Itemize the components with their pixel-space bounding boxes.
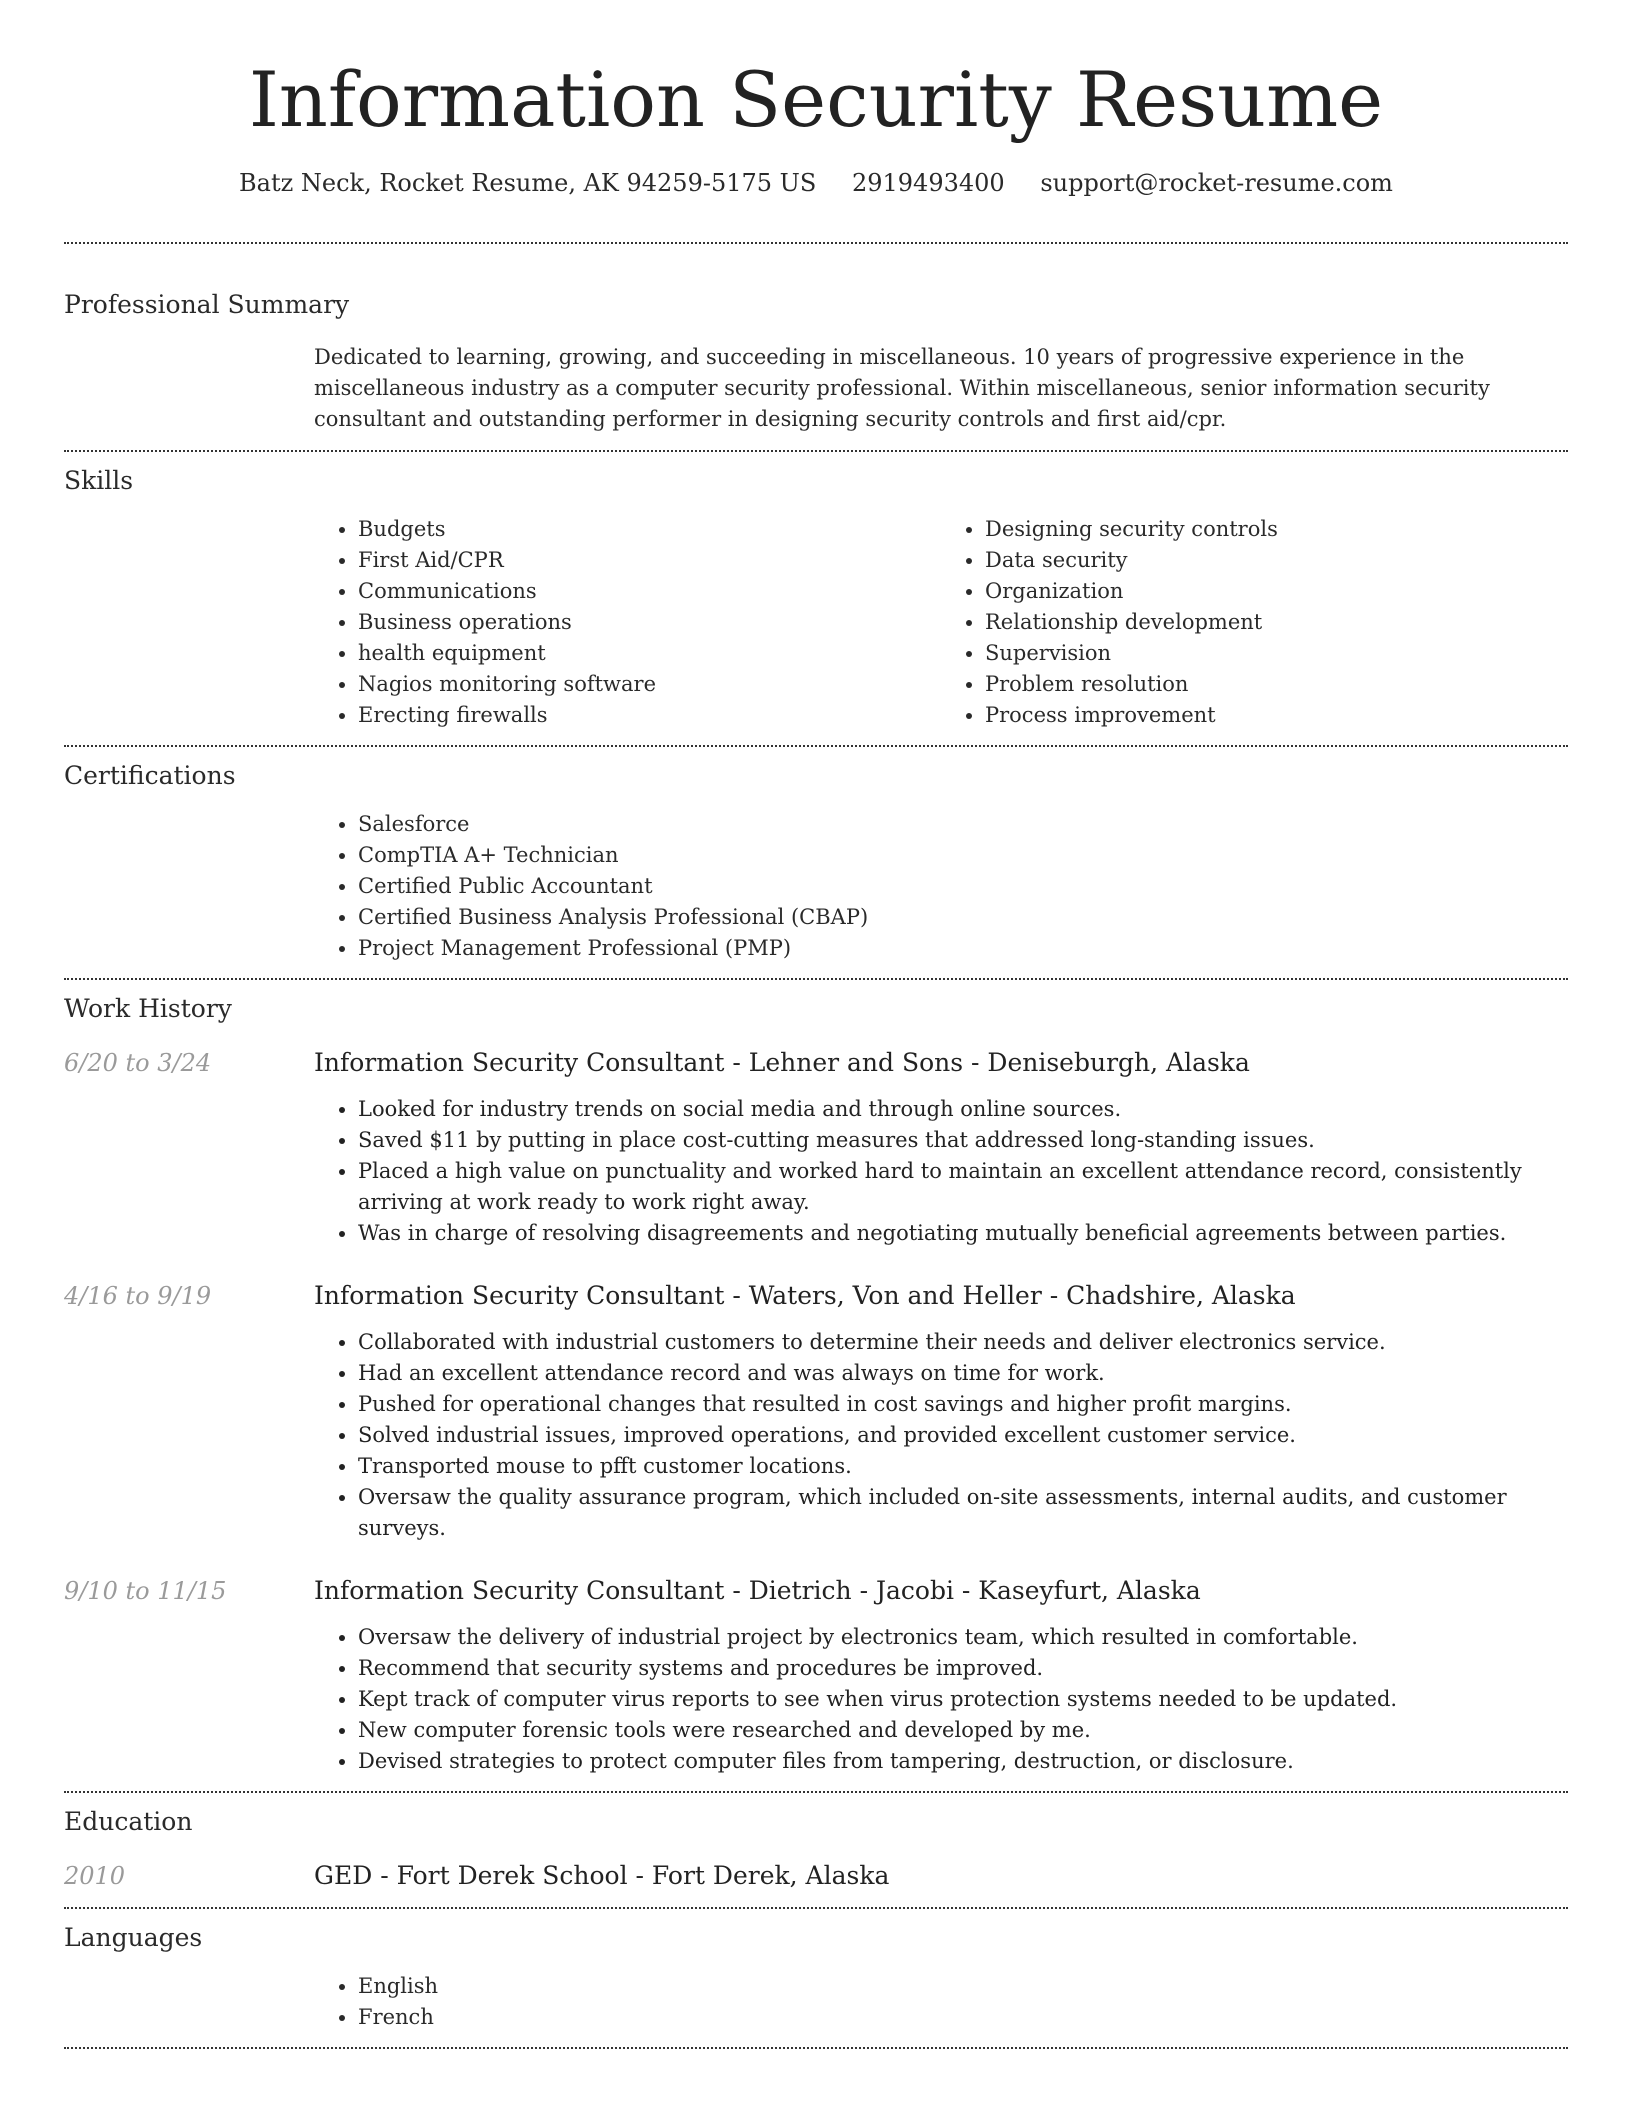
certifications-section <box>64 747 1568 978</box>
job-dates: 6/20 to 3/24 <box>64 1049 212 1077</box>
contact-line <box>64 166 1568 200</box>
list-item: • CompTIA A+ Technician <box>358 840 1568 871</box>
list-item: • Recommend that security systems and procedures be improved. <box>358 1653 1568 1684</box>
job-title: Information Security Consultant - Waters, Von and Heller - Chadshire, Alaska <box>314 1281 1296 1310</box>
list-item: • French <box>358 2002 1568 2033</box>
certifications-content <box>314 809 1568 978</box>
list-item: • Budgets <box>358 514 941 545</box>
list-item: • Business operations <box>358 607 941 638</box>
job-body <box>314 1279 1568 1544</box>
summary-heading: Professional Summary <box>64 290 350 319</box>
contact-email: support@rocket-resume.com <box>1040 169 1393 197</box>
summary-text: Dedicated to learning, growing, and succeeding in miscellaneous. 10 years of progressive experience in the miscellaneous industry as a computer security professional. Within miscellaneous, senior information security consultant and outstanding performer in designing security controls and first aid/cpr. <box>314 345 1490 431</box>
list-item: • Saved $11 by putting in place cost-cutting measures that addressed long-standing issues. <box>358 1125 1568 1156</box>
languages-section <box>64 1909 1568 2047</box>
resume-title: Information Security Resume <box>248 55 1384 144</box>
work-jobs <box>64 1046 1568 1791</box>
list-item: • Erecting firewalls <box>358 700 941 731</box>
job-bullets <box>314 1327 1568 1544</box>
list-item: • Kept track of computer virus reports to see when virus protection systems needed to be updated. <box>358 1684 1568 1715</box>
job-entry <box>64 1279 1568 1544</box>
resume-header <box>64 0 1568 200</box>
list-item: • Pushed for operational changes that resulted in cost savings and higher profit margins. <box>358 1389 1568 1420</box>
education-heading: Education <box>64 1807 193 1836</box>
languages-list <box>314 1971 1568 2033</box>
list-item: • health equipment <box>358 638 941 669</box>
job-bullets <box>314 1622 1568 1777</box>
skills-list-right <box>941 514 1568 731</box>
list-item: • Was in charge of resolving disagreements and negotiating mutually beneficial agreements between parties. <box>358 1218 1568 1249</box>
contact-address: Batz Neck, Rocket Resume, AK 94259-5175 US <box>239 169 817 197</box>
skills-heading: Skills <box>64 466 134 495</box>
job-title: Information Security Consultant - Dietrich - Jacobi - Kaseyfurt, Alaska <box>314 1576 1201 1605</box>
certifications-list <box>314 809 1568 964</box>
list-item: • Had an excellent attendance record and was always on time for work. <box>358 1358 1568 1389</box>
work-history-heading: Work History <box>64 994 232 1023</box>
languages-heading: Languages <box>64 1923 203 1952</box>
job-entry <box>64 1574 1568 1777</box>
list-item: • Communications <box>358 576 941 607</box>
list-item: • Project Management Professional (PMP) <box>358 933 1568 964</box>
job-body <box>314 1046 1568 1249</box>
skills-list-left <box>314 514 941 731</box>
list-item: • Oversaw the quality assurance program, which included on-site assessments, internal audits, and customer surveys. <box>358 1482 1568 1544</box>
job-title: Information Security Consultant - Lehner and Sons - Deniseburgh, Alaska <box>314 1048 1250 1077</box>
education-title: GED - Fort Derek School - Fort Derek, Alaska <box>314 1861 890 1890</box>
list-item: • Placed a high value on punctuality and worked hard to maintain an excellent attendance record, consistently arriving at work ready to work right away. <box>358 1156 1568 1218</box>
list-item: • Certified Business Analysis Professional (CBAP) <box>358 902 1568 933</box>
contact-phone: 2919493400 <box>851 169 1005 197</box>
education-body <box>314 1859 1568 1893</box>
summary-section <box>64 244 1568 450</box>
section-divider <box>64 2047 1568 2049</box>
list-item: • Data security <box>985 545 1568 576</box>
education-year: 2010 <box>64 1862 126 1890</box>
list-item: • Looked for industry trends on social media and through online sources. <box>358 1094 1568 1125</box>
list-item: • English <box>358 1971 1568 2002</box>
list-item: • Supervision <box>985 638 1568 669</box>
list-item: • New computer forensic tools were researched and developed by me. <box>358 1715 1568 1746</box>
list-item: • First Aid/CPR <box>358 545 941 576</box>
job-body <box>314 1574 1568 1777</box>
list-item: • Collaborated with industrial customers to determine their needs and deliver electronics service. <box>358 1327 1568 1358</box>
job-dates: 9/10 to 11/15 <box>64 1577 227 1605</box>
list-item: • Devised strategies to protect computer files from tampering, destruction, or disclosure. <box>358 1746 1568 1777</box>
list-item: • Process improvement <box>985 700 1568 731</box>
education-entry <box>64 1859 1568 1907</box>
languages-content <box>314 1971 1568 2047</box>
job-bullets <box>314 1094 1568 1249</box>
job-dates: 4/16 to 9/19 <box>64 1282 212 1310</box>
list-item: • Certified Public Accountant <box>358 871 1568 902</box>
certifications-heading: Certifications <box>64 761 236 790</box>
list-item: • Salesforce <box>358 809 1568 840</box>
list-item: • Solved industrial issues, improved operations, and provided excellent customer service. <box>358 1420 1568 1451</box>
list-item: • Problem resolution <box>985 669 1568 700</box>
list-item: • Nagios monitoring software <box>358 669 941 700</box>
list-item: • Relationship development <box>985 607 1568 638</box>
work-history-section <box>64 980 1568 1791</box>
skills-section <box>64 452 1568 745</box>
list-item: • Oversaw the delivery of industrial project by electronics team, which resulted in comfortable. <box>358 1622 1568 1653</box>
education-section <box>64 1793 1568 1907</box>
list-item: • Designing security controls <box>985 514 1568 545</box>
job-entry <box>64 1046 1568 1249</box>
list-item: • Transported mouse to pfft customer locations. <box>358 1451 1568 1482</box>
list-item: • Organization <box>985 576 1568 607</box>
skills-columns <box>314 514 1568 745</box>
